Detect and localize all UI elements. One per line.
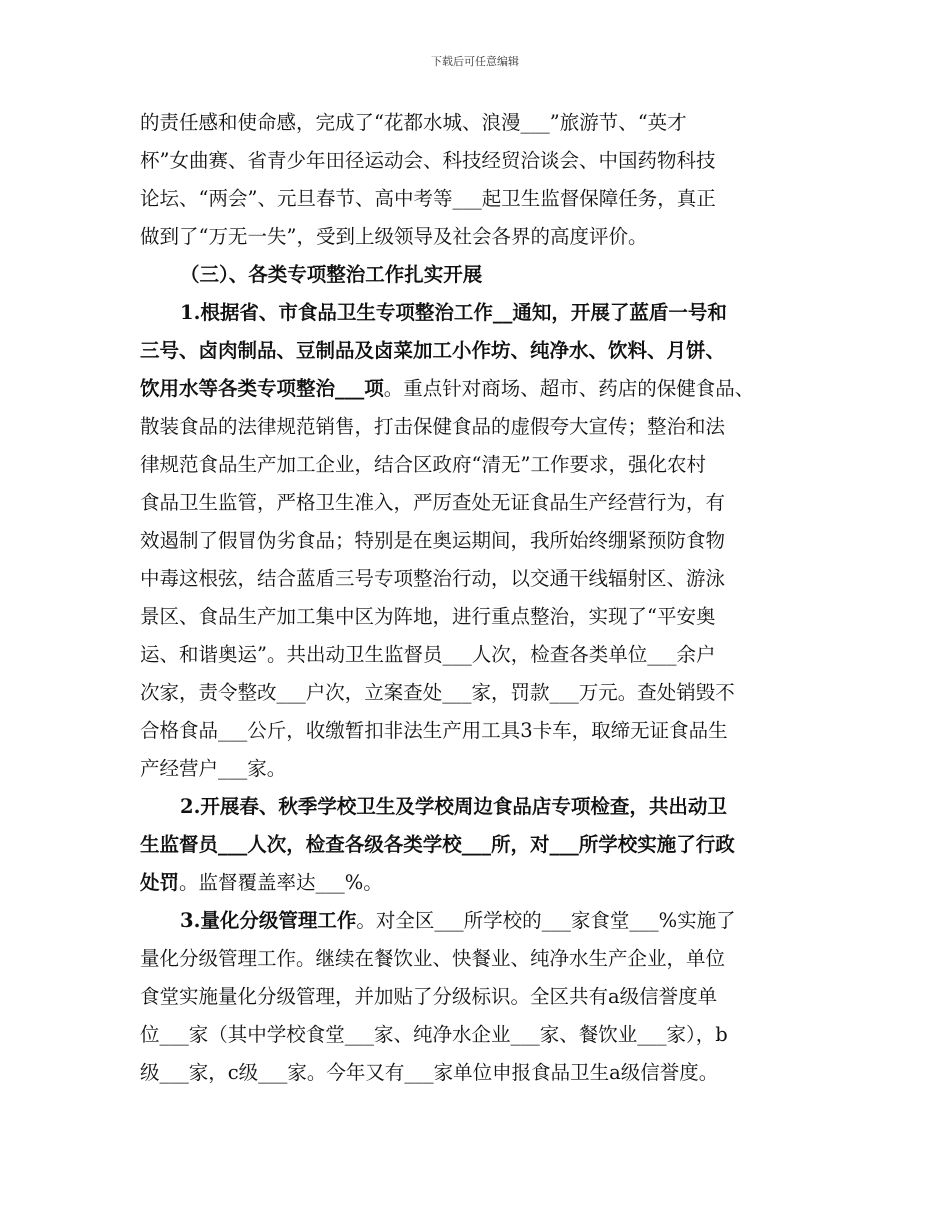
item1-line: 景区、食品生产加工集中区为阵地，进行重点整治，实现了“平安奥 [140, 605, 716, 628]
paragraph-line: 做到了“万无一失”，受到上级领导及社会各界的高度评价。 [140, 225, 648, 248]
section-heading: （三）、各类专项整治工作扎实开展 [180, 263, 483, 286]
item1-line: 运、和谐奥运”。共出动卫生监督员___人次，检查各类单位___余户 [140, 643, 716, 666]
item1-line: 律规范食品生产加工企业，结合区政府“清无”工作要求，强化农村 [140, 453, 706, 476]
item1-line: 散装食品的法律规范销售，打击保健食品的虚假夸大宣传；整治和法 [140, 415, 726, 438]
item1-line: 合格食品___公斤，收缴暂扣非法生产用工具3卡车，取缔无证食品生 [140, 719, 728, 742]
paragraph-line: 论坛、“两会”、元旦春节、高中考等___起卫生监督保障任务，真正 [140, 187, 716, 210]
item3-line: 位___家（其中学校食堂___家、纯净水企业___家、餐饮业___家），b [140, 1023, 728, 1046]
item1-text-fragment: 。重点针对商场、超市、药店的保健食品、 [383, 377, 755, 400]
item3-text-fragment: 。对全区___所学校的___家食堂___%实施了 [356, 909, 736, 932]
item1-line [140, 370, 812, 408]
item1-line: 产经营户___家。 [140, 757, 287, 780]
item1-bold-fragment: 饮用水等各类专项整治___项 [140, 377, 384, 400]
item1-line: 中毒这根弦，结合蓝盾三号专项整治行动，以交通干线辐射区、游泳 [140, 567, 726, 590]
item1-line: 效遏制了假冒伪劣食品；特别是在奥运期间，我所始终绷紧预防食物 [140, 529, 726, 552]
paragraph-line: 的责任感和使命感，完成了“花都水城、浪漫___”旅游节、“英才 [140, 111, 687, 134]
item3-line: 量化分级管理工作。继续在餐饮业、快餐业、纯净水生产企业，单位 [140, 947, 726, 970]
item2-line [140, 864, 812, 902]
paragraph-line: 杯”女曲赛、省青少年田径运动会、科技经贸洽谈会、中国药物科技 [140, 149, 716, 172]
item1-line: 1.根据省、市食品卫生专项整治工作__通知，开展了蓝盾一号和 [180, 301, 727, 324]
item3-bold-fragment: 3.量化分级管理工作 [180, 909, 357, 932]
item1-line: 次家，责令整改___户次，立案查处___家，罚款___万元。查处销毁不 [140, 681, 735, 704]
item3-line: 级___家，c级___家。今年又有___家单位申报食品卫生a级信誉度。 [140, 1061, 719, 1084]
item2-bold-fragment: 处罚 [140, 871, 180, 894]
item3-line [140, 902, 812, 940]
item2-text-fragment: 。监督覆盖率达___%。 [179, 871, 383, 894]
document-body [140, 104, 812, 1092]
item1-line: 食品卫生监管，严格卫生准入，严厉查处无证食品生产经营行为，有 [140, 491, 726, 514]
page-header: 下载后可任意编辑 [431, 55, 519, 68]
item1-line: 三号、卤肉制品、豆制品及卤菜加工小作坊、纯净水、饮料、月饼、 [140, 339, 726, 362]
item3-line: 食堂实施量化分级管理，并加贴了分级标识。全区共有a级信誉度单 [140, 985, 718, 1008]
item2-line: 2.开展春、秋季学校卫生及学校周边食品店专项检查，共出动卫 [180, 795, 727, 818]
item2-line: 生监督员___人次，检查各级各类学校___所，对___所学校实施了行政 [140, 833, 735, 856]
